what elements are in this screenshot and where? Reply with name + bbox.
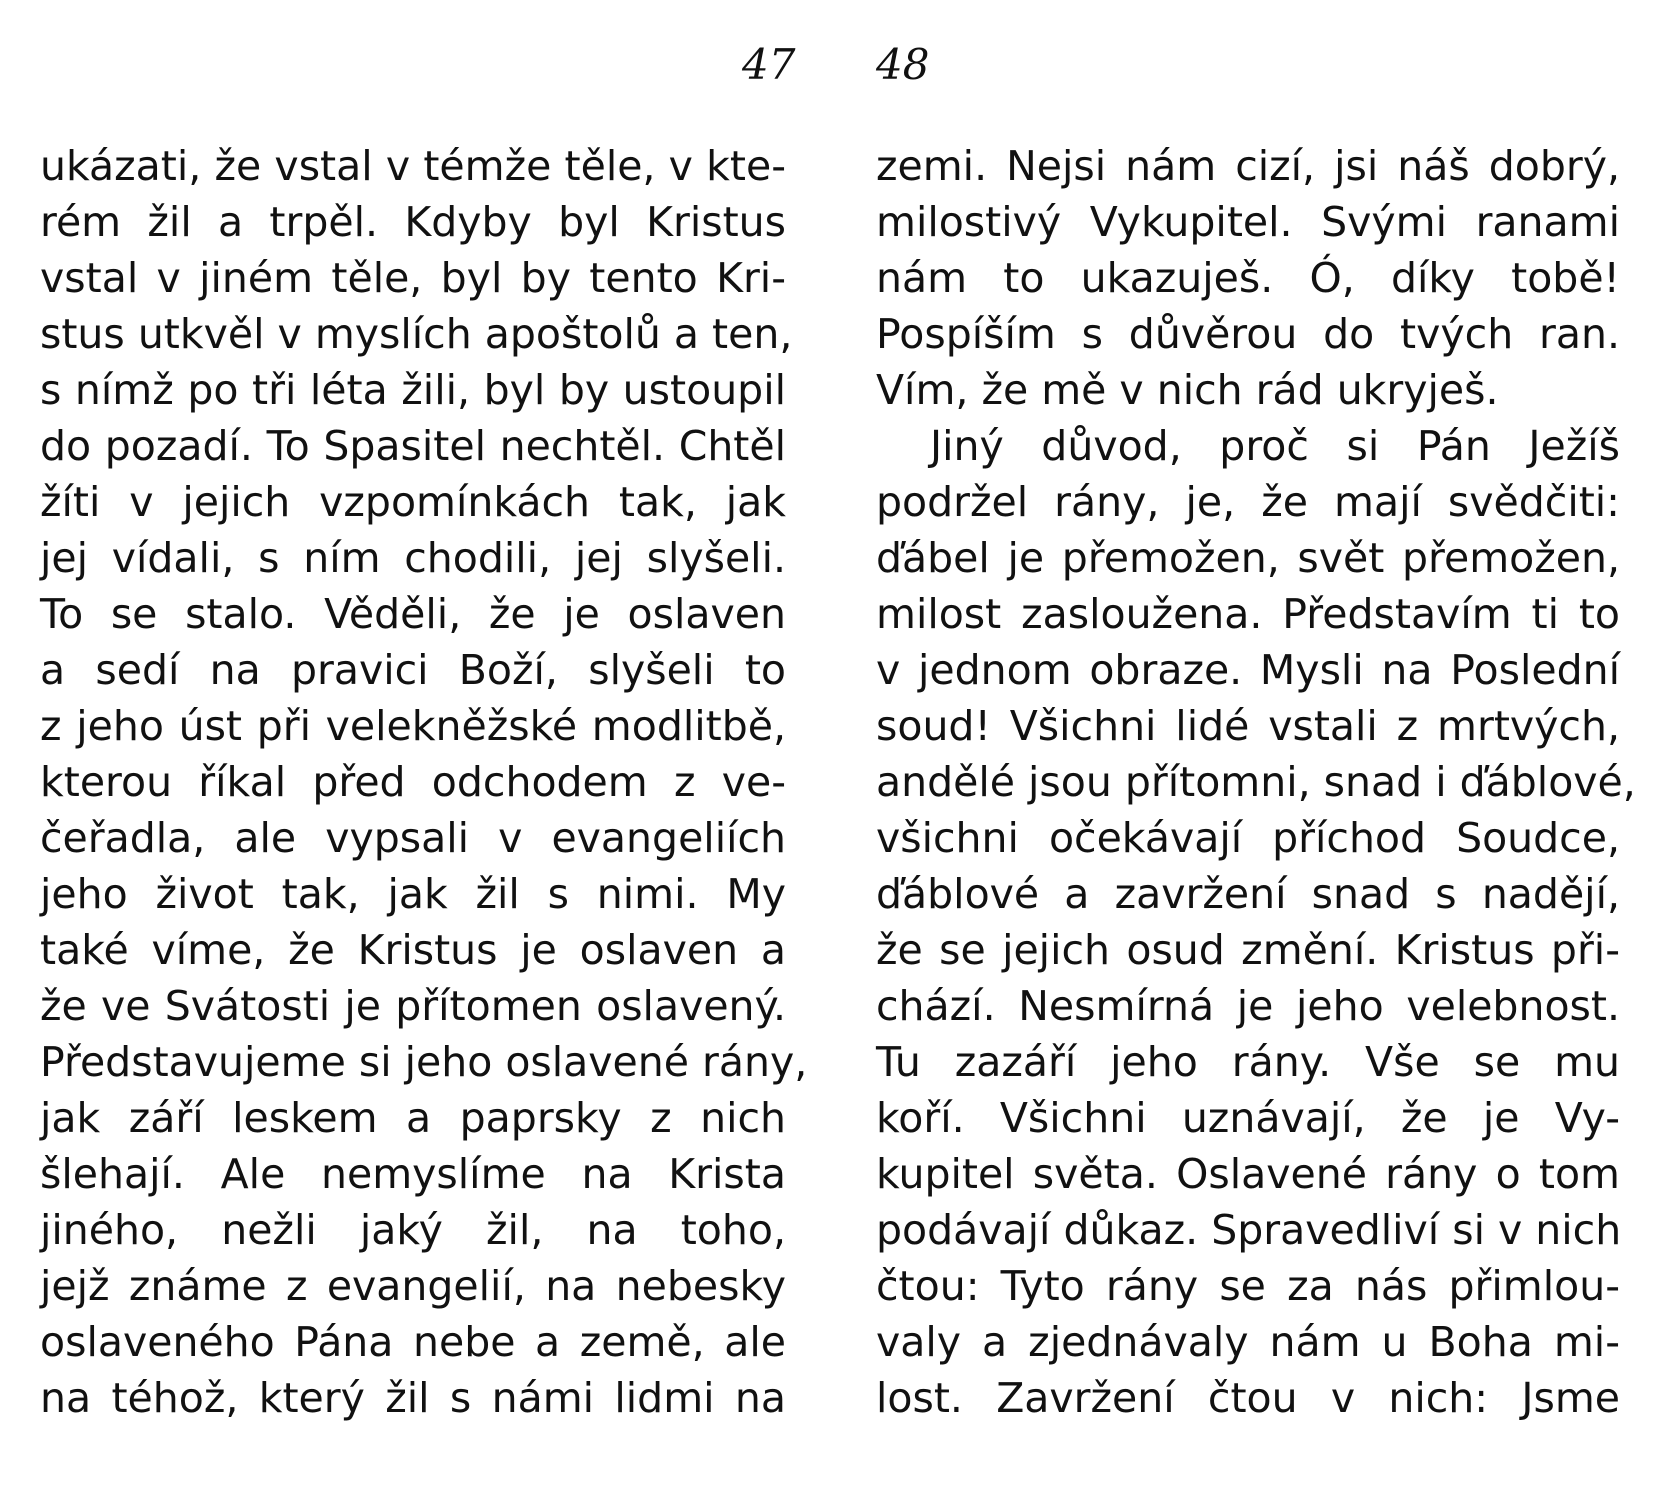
text-line: jejž známe z evangelií, na nebesky (40, 1262, 786, 1310)
right-page-text (876, 138, 1636, 1426)
text-line: oslaveného Pána nebe a země, ale (40, 1318, 786, 1366)
text-line: čeřadla, ale vypsali v evangeliích (40, 814, 786, 862)
text-line: také víme, že Kristus je oslaven a (40, 926, 786, 974)
text-line: kterou říkal před odchodem z ve- (40, 758, 786, 806)
text-line: žíti v jejich vzpomínkách tak, jak (40, 478, 786, 526)
text-line: jak září leskem a paprsky z nich (40, 1094, 786, 1142)
text-line: soud! Všichni lidé vstali z mrtvých, (876, 702, 1620, 750)
text-line: lost. Zavržení čtou v nich: Jsme (876, 1374, 1620, 1422)
text-line: stus utkvěl v myslích apoštolů a ten, (40, 310, 793, 358)
text-line: a sedí na pravici Boží, slyšeli to (40, 646, 786, 694)
text-line: s nímž po tři léta žili, byl by ustoupil (40, 366, 786, 414)
text-line: koří. Všichni uznávají, že je Vy- (876, 1094, 1620, 1142)
left-page-text (40, 138, 808, 1426)
text-line: z jeho úst při velekněžské modlitbě, (40, 702, 786, 750)
paragraph-end-line: Vím, že mě v nich rád ukryješ. (876, 366, 1499, 414)
text-line: rém žil a trpěl. Kdyby byl Kristus (40, 198, 786, 246)
text-line: Pospíším s důvěrou do tvých ran. (876, 310, 1620, 358)
page-number-right: 48 (876, 40, 930, 89)
paragraph-start-line: Jiný důvod, proč si Pán Ježíš (930, 422, 1620, 470)
text-line: To se stalo. Věděli, že je oslaven (40, 590, 786, 638)
text-line: ďáblové a zavržení snad s nadějí, (876, 870, 1620, 918)
text-line: jiného, nežli jaký žil, na toho, (40, 1206, 786, 1254)
text-line: jeho život tak, jak žil s nimi. My (40, 870, 786, 918)
text-line: ukázati, že vstal v témže těle, v kte- (40, 142, 786, 190)
text-line: chází. Nesmírná je jeho velebnost. (876, 982, 1620, 1030)
text-line: kupitel světa. Oslavené rány o tom (876, 1150, 1620, 1198)
text-line: nám to ukazuješ. Ó, díky tobě! (876, 254, 1620, 302)
text-line: že se jejich osud změní. Kristus při- (876, 926, 1620, 974)
text-line: jej vídali, s ním chodili, jej slyšeli. (40, 534, 786, 582)
text-line: Představujeme si jeho oslavené rány, (40, 1038, 808, 1086)
text-line: podržel rány, je, že mají svědčiti: (876, 478, 1620, 526)
page-number-left: 47 (742, 40, 796, 89)
text-line: ďábel je přemožen, svět přemožen, (876, 534, 1620, 582)
text-line: milost zasloužena. Představím ti to (876, 590, 1620, 638)
text-line: do pozadí. To Spasitel nechtěl. Chtěl (40, 422, 786, 470)
text-line: podávají důkaz. Spravedliví si v nich (876, 1206, 1622, 1254)
text-line: zemi. Nejsi nám cizí, jsi náš dobrý, (876, 142, 1620, 190)
text-line: šlehají. Ale nemyslíme na Krista (40, 1150, 786, 1198)
text-line: všichni očekávají příchod Soudce, (876, 814, 1620, 862)
text-line: milostivý Vykupitel. Svými ranami (876, 198, 1620, 246)
text-line: v jednom obraze. Mysli na Poslední (876, 646, 1620, 694)
text-line: že ve Svátosti je přítomen oslavený. (40, 982, 786, 1030)
text-line: andělé jsou přítomni, snad i ďáblové, (876, 758, 1636, 806)
text-line: na téhož, který žil s námi lidmi na (40, 1374, 786, 1422)
text-line: čtou: Tyto rány se za nás přimlou- (876, 1262, 1620, 1310)
text-line: Tu zazáří jeho rány. Vše se mu (876, 1038, 1620, 1086)
text-line: vstal v jiném těle, byl by tento Kri- (40, 254, 786, 302)
text-line: valy a zjednávaly nám u Boha mi- (876, 1318, 1620, 1366)
